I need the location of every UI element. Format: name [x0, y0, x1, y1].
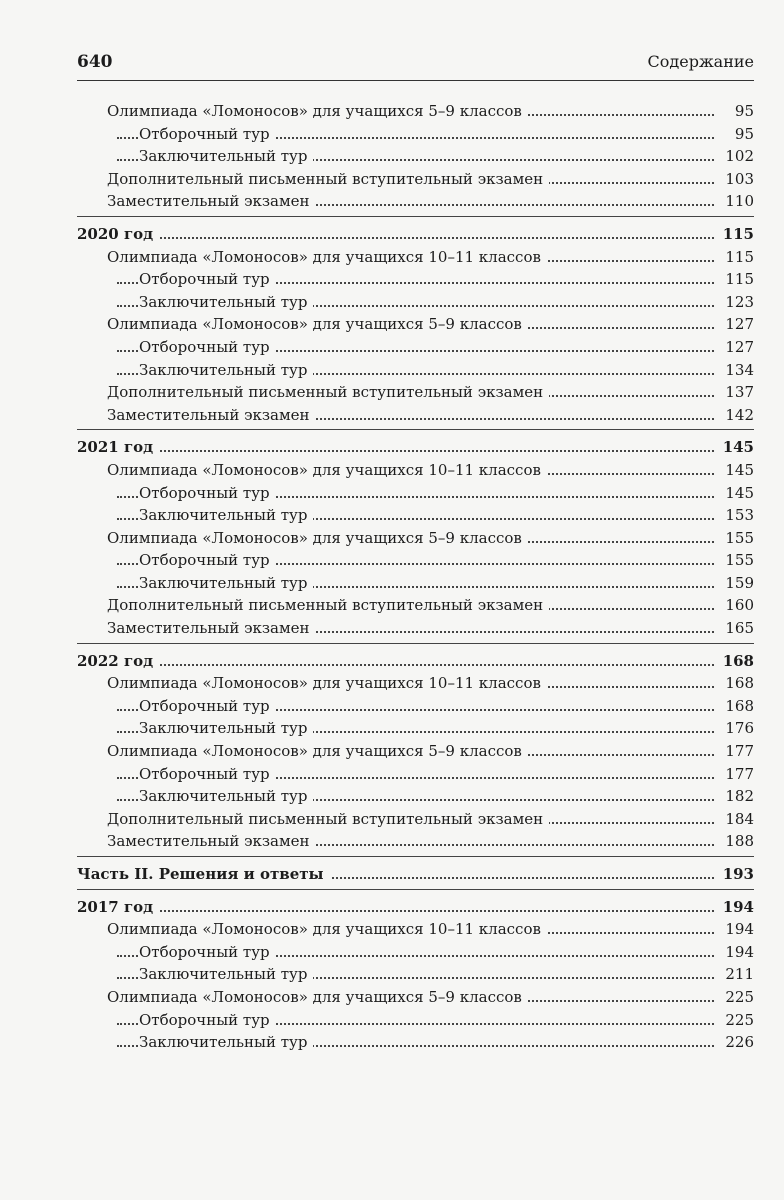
toc-entry-page: 160 [722, 594, 754, 617]
toc-entry-page: 184 [722, 808, 754, 831]
toc-entry-page: 115 [722, 246, 754, 269]
toc-entry[interactable] [77, 986, 754, 1009]
toc-entry-page: 145 [720, 436, 754, 459]
toc-entry[interactable] [77, 617, 754, 640]
toc-entry-title: Отборочный тур [139, 336, 276, 359]
toc-entry[interactable] [77, 482, 754, 505]
toc-entry-title: Дополнительный письменный вступительный экзамен [107, 168, 549, 191]
dot-leader [117, 910, 714, 912]
toc-entry[interactable] [77, 672, 754, 695]
toc-entry[interactable] [77, 268, 754, 291]
toc-entry[interactable] [77, 1031, 754, 1054]
toc-entry-page: 137 [722, 381, 754, 404]
toc-entry-page: 168 [722, 695, 754, 718]
toc-entry-page: 142 [722, 404, 754, 427]
toc-entry[interactable] [77, 381, 754, 404]
toc-entry-title: Олимпиада «Ломоносов» для учащихся 5–9 классов [107, 740, 528, 763]
toc-entry[interactable] [77, 168, 754, 191]
toc-entry-page: 177 [722, 740, 754, 763]
toc-entry-page: 194 [720, 896, 754, 919]
toc-entry-title: Отборочный тур [139, 941, 276, 964]
toc-entry-title: Олимпиада «Ломоносов» для учащихся 10–11 классов [107, 246, 547, 269]
toc-entry-title: Олимпиада «Ломоносов» для учащихся 10–11 классов [107, 459, 547, 482]
toc-entry-title: Заместительный экзамен [107, 404, 316, 427]
toc-entry-title: Отборочный тур [139, 549, 276, 572]
toc-entry[interactable] [77, 145, 754, 168]
toc-entry[interactable] [77, 190, 754, 213]
toc-entry[interactable] [77, 808, 754, 831]
toc-heading[interactable] [77, 650, 754, 673]
toc-entry-page: 194 [722, 941, 754, 964]
toc-entry[interactable] [77, 336, 754, 359]
toc-entry-title: Дополнительный письменный вступительный экзамен [107, 808, 549, 831]
toc-entry-title: Отборочный тур [139, 268, 276, 291]
toc-entry-page: 182 [722, 785, 754, 808]
toc-entry-page: 127 [722, 336, 754, 359]
toc-entry-title: Олимпиада «Ломоносов» для учащихся 10–11 классов [107, 918, 547, 941]
toc-entry[interactable] [77, 291, 754, 314]
toc-entry-page: 225 [722, 1009, 754, 1032]
toc-entry-page: 95 [732, 100, 754, 123]
toc-heading[interactable] [77, 863, 754, 886]
toc-entry[interactable] [77, 313, 754, 336]
toc-entry[interactable] [77, 594, 754, 617]
toc-entry[interactable] [77, 941, 754, 964]
toc-entry-page: 168 [720, 650, 754, 673]
toc-entry[interactable] [77, 359, 754, 382]
toc-entry-page: 102 [722, 145, 754, 168]
toc-entry-title: 2021 год [77, 436, 159, 459]
toc-entry-page: 155 [722, 527, 754, 550]
toc-entry[interactable] [77, 123, 754, 146]
toc-entry-title: Отборочный тур [139, 482, 276, 505]
toc-entry-title: Заключительный тур [139, 291, 313, 314]
toc-entry-page: 145 [722, 459, 754, 482]
toc-entry-page: 226 [722, 1031, 754, 1054]
toc-entry-title: Дополнительный письменный вступительный экзамен [107, 381, 549, 404]
section-divider [77, 429, 754, 430]
toc-entry-title: Олимпиада «Ломоносов» для учащихся 5–9 классов [107, 527, 528, 550]
toc-entry-title: Заключительный тур [139, 963, 313, 986]
toc-entry[interactable] [77, 246, 754, 269]
toc-entry-page: 188 [722, 830, 754, 853]
toc-entry-page: 193 [720, 863, 754, 886]
toc-entry-page: 127 [722, 313, 754, 336]
toc-entry-page: 145 [722, 482, 754, 505]
toc-entry-title: Дополнительный письменный вступительный экзамен [107, 594, 549, 617]
toc-entry-page: 211 [722, 963, 754, 986]
dot-leader [117, 664, 714, 666]
toc-entry[interactable] [77, 830, 754, 853]
toc-heading[interactable] [77, 896, 754, 919]
toc-entry-title: Заместительный экзамен [107, 830, 316, 853]
toc-entry[interactable] [77, 918, 754, 941]
toc-entry-title: Олимпиада «Ломоносов» для учащихся 5–9 классов [107, 100, 528, 123]
toc-entry-title: 2017 год [77, 896, 159, 919]
dot-leader [117, 237, 714, 239]
toc-entry[interactable] [77, 527, 754, 550]
toc-entry-title: 2022 год [77, 650, 159, 673]
toc-entry[interactable] [77, 717, 754, 740]
toc-entry[interactable] [77, 1009, 754, 1032]
toc-entry-title: Заключительный тур [139, 572, 313, 595]
toc-entry-page: 225 [722, 986, 754, 1009]
toc-entry[interactable] [77, 549, 754, 572]
toc-entry-title: Заключительный тур [139, 359, 313, 382]
toc-entry[interactable] [77, 459, 754, 482]
toc-entry-page: 168 [722, 672, 754, 695]
toc-entry[interactable] [77, 695, 754, 718]
toc-entry[interactable] [77, 740, 754, 763]
toc-entry-title: Заключительный тур [139, 717, 313, 740]
toc-entry-title: Заключительный тур [139, 1031, 313, 1054]
toc-entry[interactable] [77, 100, 754, 123]
toc-entry-page: 153 [722, 504, 754, 527]
section-divider [77, 216, 754, 217]
page-number: 640 [77, 52, 113, 72]
toc-entry-title: Отборочный тур [139, 1009, 276, 1032]
toc-entry[interactable] [77, 963, 754, 986]
toc-entry-page: 165 [722, 617, 754, 640]
toc-entry-title: Заключительный тур [139, 145, 313, 168]
section-divider [77, 856, 754, 857]
toc-entry-title: Олимпиада «Ломоносов» для учащихся 5–9 классов [107, 986, 528, 1009]
toc-entry-page: 155 [722, 549, 754, 572]
toc-entry[interactable] [77, 785, 754, 808]
toc-entry-title: Олимпиада «Ломоносов» для учащихся 5–9 классов [107, 313, 528, 336]
toc-entry-page: 115 [720, 223, 754, 246]
toc-entry-page: 176 [722, 717, 754, 740]
toc-heading[interactable] [77, 223, 754, 246]
toc-entry-title: Заместительный экзамен [107, 617, 316, 640]
toc-entry-page: 95 [732, 123, 754, 146]
toc-entry-page: 177 [722, 763, 754, 786]
toc-entry-page: 159 [722, 572, 754, 595]
running-title: Содержание [647, 52, 754, 71]
toc-entry-title: Заключительный тур [139, 504, 313, 527]
toc-entry-title: Олимпиада «Ломоносов» для учащихся 10–11 классов [107, 672, 547, 695]
toc-entry[interactable] [77, 763, 754, 786]
toc-entry[interactable] [77, 504, 754, 527]
toc-heading[interactable] [77, 436, 754, 459]
toc-entry-title: 2020 год [77, 223, 159, 246]
section-divider [77, 889, 754, 890]
running-header [0, 52, 784, 82]
toc-entry-page: 123 [722, 291, 754, 314]
toc-entry-page: 134 [722, 359, 754, 382]
dot-leader [117, 450, 714, 452]
toc-entry[interactable] [77, 572, 754, 595]
toc-entry-page: 115 [722, 268, 754, 291]
toc-entry-title: Заключительный тур [139, 785, 313, 808]
toc-entry-title: Заместительный экзамен [107, 190, 316, 213]
toc-entry-title: Часть II. Решения и ответы [77, 863, 330, 886]
toc-entry-page: 110 [722, 190, 754, 213]
toc-entry-title: Отборочный тур [139, 763, 276, 786]
toc-entry-title: Отборочный тур [139, 695, 276, 718]
toc-entry-page: 194 [722, 918, 754, 941]
section-divider [77, 643, 754, 644]
table-of-contents [77, 100, 754, 1054]
toc-entry[interactable] [77, 404, 754, 427]
header-rule [77, 80, 754, 81]
toc-entry-page: 103 [722, 168, 754, 191]
toc-entry-title: Отборочный тур [139, 123, 276, 146]
